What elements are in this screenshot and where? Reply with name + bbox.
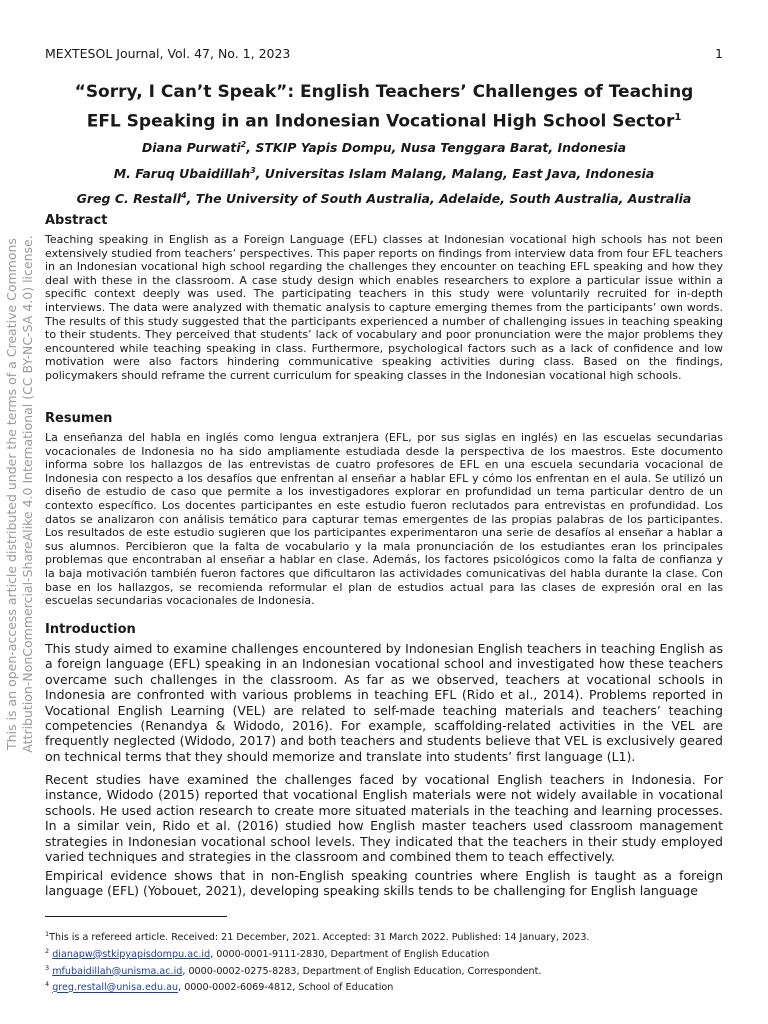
title-line-1: “Sorry, I Can’t Speak”: English Teachers’ Challenges of Teaching [74,82,694,102]
author-footnote-mark[interactable]: 2 [240,140,247,149]
author-name: Greg C. Restall [76,191,182,207]
author-affiliation: , STKIP Yapis Dompu, Nusa Tenggara Barat, Indonesia [246,140,627,156]
license-text [4,214,36,774]
footnotes [45,928,723,995]
author-footnote-mark[interactable]: 4 [181,191,187,200]
footnote-mark: 3 [45,963,50,972]
introduction-paragraph-1: This study aimed to examine challenges encountered by Indonesian English teachers in teaching English as a foreign language (EFL) speaking in an Indonesian vocational school and investigated how these teachers overcame such challenges in the classroom. As far as we observed, teachers at vocational schools in Indonesia are confronted with various problems in teaching EFL (Rido et al., 2014). Problems reported in Vocational English Learning (VEL) are related to self-made teaching materials and teachers’ teaching competencies (Renandya & Widodo, 2016). For example, scaffolding-related activities in the VEL are frequently neglected (Widodo, 2017) and both teachers and students believe that VEL is exclusively geared on technical terms that they should memorize and translate into students’ first language (L1). [45,641,723,764]
footnote-text: , 0000-0002-6069-4812, School of Education [178,982,394,994]
footnote-text: This is a refereed article. Received: 21 December, 2021. Accepted: 31 March 2022. Published: 14 January, 2023. [49,932,590,944]
footnote-text: , 0000-0001-9111-2830, Department of English Education [210,948,490,960]
abstract-heading: Abstract [45,213,108,228]
title-line-2-text: EFL Speaking in an Indonesian Vocational High School Sector [86,111,675,132]
footnote-rule [45,916,227,917]
introduction-paragraph-2: Recent studies have examined the challenges faced by vocational English teachers in Indonesia. For instance, Widodo (2015) reported that vocational English materials were not widely available in vocational schools. He used action research to create more situated materials in the teaching and learning processes. In a similar vein, Rido et al. (2016) studied how English master teachers used classroom management strategies in Indonesian vocational school levels. They indicated that the teachers in their study employed varied techniques and strategies in the classroom and combined them to teach effectively. [45,772,723,865]
title-footnote-mark[interactable]: 1 [674,112,682,123]
author-name: M. Faruq Ubaidillah [113,166,251,182]
title-line-2 [45,105,723,135]
author-name: Diana Purwati [141,140,241,156]
author-affiliation: , The University of South Australia, Adelaide, South Australia, Australia [186,191,692,207]
author-line-3 [45,188,723,207]
author-affiliation: , Universitas Islam Malang, Malang, East Java, Indonesia [255,166,655,182]
journal-citation: MEXTESOL Journal, Vol. 47, No. 1, 2023 [45,46,291,61]
footnote-3 [45,962,723,979]
footnote-mark: 4 [45,980,50,989]
email-link[interactable]: mfubaidillah@unisma.ac.id [52,965,183,977]
running-head [45,46,723,64]
article-title [45,80,723,135]
introduction-paragraph-3: Empirical evidence shows that in non-English speaking countries where English is taught as a foreign language (EFL) (Yobouet, 2021), developing speaking skills tends to be challenging for English language [45,868,723,899]
resumen-text: La enseñanza del habla en inglés como lengua extranjera (EFL, por sus siglas en inglés) en las escuelas secundarias vocacionales de Indonesia no ha sido ampliamente estudiada desde la perspectiva de los maestros. Este documento informa sobre los hallazgos de las entrevistas de cuatro profesores de EFL en una escuela secundaria vocacional de Indonesia con respecto a los desafíos que enfrentan al enseñar a hablar EFL y cómo los enfrentan en el aula. Se utilizó un diseño de estudio de caso que permite a los investigadores explorar en profundidad un tema particular dentro de un contexto específico. Los docentes participantes en este estudio fueron reclutados para entrevistas en profundidad. Los datos se analizaron con análisis temático para capturar temas emergentes de las propias palabras de los participantes. Los resultados de este estudio sugieren que los participantes experimentaron una serie de desafíos al enseñar a hablar a sus alumnos. Percibieron que la falta de vocabulario y la mala pronunciación de los estudiantes eran los principales problemas que encontraban al enseñar a hablar en clase. Además, los factores psicológicos como la falta de confianza y la baja motivación también fueron factores que dificultaron las actividades comunicativas del habla durante la clase. Con base en los hallazgos, se recomienda reformular el plan de estudios actual para las clases de expresión oral en las escuelas secundarias vocacionales de Indonesia. [45,431,723,608]
footnote-mark: 2 [45,946,50,955]
footnote-mark: 1 [45,930,50,938]
introduction-heading: Introduction [45,622,136,637]
footnote-2 [45,945,723,962]
footnote-4 [45,978,723,995]
paper-page [45,0,723,1024]
resumen-heading: Resumen [45,411,113,426]
email-link[interactable]: dianapw@stkipyapisdompu.ac.id [52,948,211,960]
author-line-1 [45,137,723,156]
author-line-2 [45,163,723,182]
abstract-text: Teaching speaking in English as a Foreign Language (EFL) classes at Indonesian vocational high schools has not been extensively studied from teachers’ perspectives. This paper reports on findings from interview data from four EFL teachers in an Indonesian vocational high school regarding the challenges they encounter on teaching EFL speaking and how they deal with these in the classroom. A case study design which enables researchers to explore a particular issue within a specific context deeply was used. The participating teachers in this study were voluntarily recruited for in-depth interviews. The data were analyzed with thematic analysis to capture emerging themes from the participants’ own words. The results of this study suggested that the participants experienced a number of challenging issues in teaching speaking to their students. They perceived that students’ lack of vocabulary and poor pronunciation were the major problems they encountered while teaching speaking in class. Furthermore, psychological factors such as a lack of confidence and low motivation were also factors hindering communicative speaking activities during class. Based on the findings, policymakers should reframe the current curriculum for speaking classes in the Indonesian vocational high schools. [45,233,723,382]
license-line-1: This is an open-access article distributed under the terms of a Creative Commons [4,238,19,750]
footnote-1 [45,928,723,945]
license-line-2: Attribution-NonCommercial-ShareAlike 4.0 International (CC BY-NC-SA 4.0) license. [20,235,35,753]
page-number: 1 [715,46,723,61]
footnote-text: , 0000-0002-0275-8283, Department of English Education, Correspondent. [182,965,542,977]
author-footnote-mark[interactable]: 3 [250,166,256,175]
email-link[interactable]: greg.restall@unisa.edu.au [52,982,179,994]
